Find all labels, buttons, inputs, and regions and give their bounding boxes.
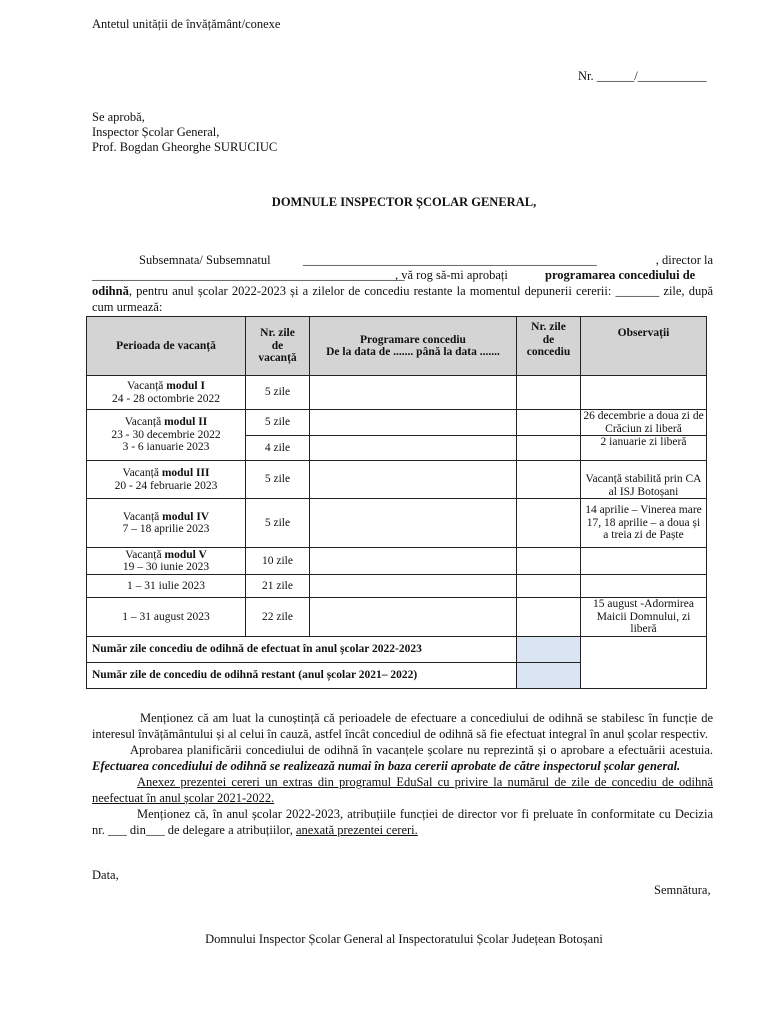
schedule-cell[interactable] [310,598,517,637]
leave-days-cell[interactable] [517,376,581,410]
schedule-cell[interactable] [310,436,517,461]
period-cell: 1 – 31 iulie 2023 [87,575,246,598]
leave-days-cell[interactable] [517,436,581,461]
approval-bold-text: Efectuarea concediului de odihnă se realizează numai în baza cererii aprobate de către inspectorul școlar general. [92,759,681,773]
header-vacation-days: Nr. zile de vacanță [246,317,310,376]
schedule-cell[interactable] [310,499,517,548]
request-subject: Subsemnata/ Subsemnatul [139,253,271,267]
signature-label: Semnătura, [654,883,711,897]
period-cell: Vacanță modul III 20 - 24 februarie 2023 [87,461,246,499]
period-cell: 1 – 31 august 2023 [87,598,246,637]
total-row [87,637,707,663]
delegation-decision: Decizia nr. ___ din___ de delegare a atribuțiilor, [92,807,713,837]
schedule-cell[interactable] [310,575,517,598]
schedule-cell[interactable] [310,410,517,436]
table-row [87,499,707,548]
approval-line-2: Inspector Școlar General, [92,125,220,139]
observation-cell: 15 august -Adormirea Maicii Domnului, zi liberă [581,598,707,637]
observation-cell: 26 decembrie a doua zi de Crăciun zi liberă [581,410,707,436]
period-cell: Vacanță modul IV 7 – 18 aprilie 2023 [87,499,246,548]
vacation-days-cell: 21 zile [246,575,310,598]
period-cell: Vacanță modul I 24 - 28 octombrie 2022 [87,376,246,410]
total-days-label: Număr zile concediu de odihnă de efectuat în anul școlar 2022-2023 [87,637,517,663]
observation-cell: 14 aprilie – Vinerea mare 17, 18 aprilie – a doua și a treia zi de Paște [581,499,707,548]
leave-days-cell[interactable] [517,548,581,575]
request-continuation: odihnă, pentru anul școlar 2022-2023 și a zilelor de concediu restante la momentul depunerii cererii: _______ zile, după cum urmează: [92,284,713,314]
period-cell: Vacanță modul V 19 – 30 iunie 2023 [87,548,246,575]
vacation-days-cell: 5 zile [246,376,310,410]
period-cell: Vacanță modul II 23 - 30 decembrie 2022 3 - 6 ianuarie 2023 [87,410,246,461]
table-row [87,598,707,637]
request-phrase: , vă rog să-mi aprobați [395,268,508,282]
approval-text: Aprobarea planificării concediului de odihnă în vacanțele școlare nu reprezintă și o aprobare a efectuării acestuia. [130,743,713,757]
header-leave-days: Nr. zile de concediu [517,317,581,376]
institution-header: Antetul unității de învățământ/conexe [92,17,281,31]
leave-days-cell[interactable] [517,575,581,598]
document-title: DOMNULE INSPECTOR ȘCOLAR GENERAL, [271,195,537,209]
vacation-days-cell: 5 zile [246,410,310,436]
registration-number: Nr. ______/___________ [578,69,707,83]
header-observations: Observații [581,317,707,376]
table-row [87,548,707,575]
approval-line-1: Se aprobă, [92,110,145,124]
observation-cell: 2 ianuarie zi liberă [581,436,707,461]
total-days-value[interactable] [517,637,581,663]
school-blank: __________________________________________________ [92,268,405,282]
table-header-row [87,317,707,376]
request-tail: , pentru anul școlar 2022-2023 și a zilelor de concediu restante la momentul depunerii cererii: _______ zile, după cum urmează: [92,284,713,314]
paragraph-approval [92,742,713,774]
arrears-days-value[interactable] [517,663,581,689]
vacation-days-cell: 5 zile [246,499,310,548]
delegation-annex: anexată prezentei cereri. [295,823,418,837]
schedule-cell[interactable] [310,548,517,575]
approval-line-3: Prof. Bogdan Gheorghe SURUCIUC [92,140,278,154]
leave-days-cell[interactable] [517,499,581,548]
table-row [87,376,707,410]
observation-cell: Vacanță stabilită prin CA al ISJ Botoșani [581,461,707,499]
paragraph-annex: Anexez prezentei cereri un extras din programul EduSal cu privire la numărul de zile de concediu de odihnă neefectuat în anul școlar 2021-2022. [92,775,713,805]
arrears-days-label: Număr zile de concediu de odihnă restant (anul școlar 2021– 2022) [87,663,517,689]
table-row [87,461,707,499]
request-bold-1: programarea concediului de [545,268,696,282]
delegation-text: Menționez că, în anul școlar 2022-2023, atribuțiile funcției de director vor fi preluate în conformitate cu [137,807,671,821]
name-blank: _______________________________________________ [303,253,597,267]
vacation-days-cell: 10 zile [246,548,310,575]
vacation-days-cell: 4 zile [246,436,310,461]
vacation-days-cell: 5 zile [246,461,310,499]
observation-cell [581,575,707,598]
header-period: Perioada de vacanță [87,317,246,376]
header-schedule: Programare concediu De la data de ....... până la data ....... [310,317,517,376]
observation-cell [581,548,707,575]
schedule-cell[interactable] [310,461,517,499]
observation-cell [581,376,707,410]
leave-days-cell[interactable] [517,461,581,499]
addressee: Domnului Inspector Școlar General al Inspectoratului Școlar Județean Botoșani [205,932,603,946]
leave-days-cell[interactable] [517,598,581,637]
schedule-cell[interactable] [310,376,517,410]
paragraph-delegation [92,806,713,838]
vacation-days-cell: 22 zile [246,598,310,637]
table-row [87,410,707,436]
paragraph-acknowledgement: Menționez că am luat la cunoștință că perioadele de efectuare a concediului de odihnă se stabilesc în funcție de interesul învățământului și al celui în cauză, astfel încât concediul de odihnă să fie efectuat integral în anul școlar respectiv. [92,711,713,741]
date-label: Data, [92,868,119,882]
table-row [87,575,707,598]
leave-days-cell[interactable] [517,410,581,436]
total-observation-cell [581,637,707,689]
director-at: , director la [655,253,713,267]
vacation-table [86,316,707,689]
